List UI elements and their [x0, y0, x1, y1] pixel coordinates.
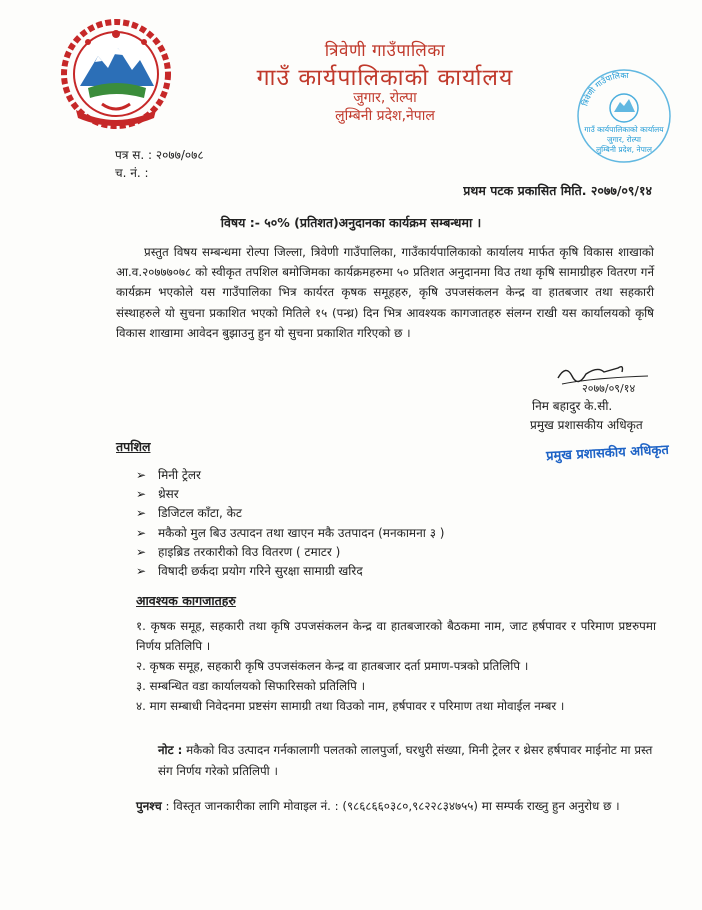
postscript-text: : विस्तृत जानकारीका लागि मोवाइल नं. : (९८६८६६०३८०,९८२२८३४७५५) मा सम्पर्क राख्नु हुन अनुरोध छ । [161, 799, 620, 813]
signature-scribble-icon [552, 358, 662, 396]
header-address: जुगार, रोल्पा [353, 90, 417, 106]
arrow-bullet-icon: ➢ [136, 468, 147, 482]
arrow-bullet-icon: ➢ [136, 563, 147, 578]
postscript-label: पुनश्च [136, 799, 162, 813]
signatory-title: प्रमुख प्रशासकीय अधिकृत [530, 418, 643, 432]
published-date: प्रथम पटक प्रकासित मिति. २०७७/०९/१४ [463, 183, 652, 198]
postscript-block [136, 796, 656, 817]
header-municipality: त्रिवेणी गाउँपालिका [324, 41, 446, 61]
documents-list [136, 616, 656, 716]
office-seal-icon [574, 66, 674, 166]
arrow-bullet-icon: ➢ [136, 506, 147, 521]
header-office: गाउँ कार्यपालिकाको कार्यालय [256, 65, 514, 91]
signature-date: २०७७/०९/१४ [582, 382, 636, 395]
note-label: नोट : [158, 743, 183, 757]
documents-heading: आवश्यक कागजातहरु [136, 593, 236, 608]
nepal-emblem-icon [58, 18, 174, 130]
note-block [158, 740, 656, 782]
list-item: ➢ थ्रेसर [136, 485, 444, 504]
list-item: ➢ हाइब्रिड तरकारीको विउ वितरण ( टमाटर ) [136, 543, 444, 562]
list-item: ➢ मकैको मुल बिउ उत्पादन तथा खाएन मकै उतपादन (मनकामना ३ ) [136, 524, 444, 543]
dispatch-number: च. नं. : [115, 166, 149, 180]
letter-number: पत्र स. : २०७७/०७८ [115, 148, 204, 162]
list-item: ➢ डिजिटल काँटा, केट [136, 504, 444, 523]
list-item: ➢ मिनी ट्रेलर [136, 466, 444, 485]
seal-text-1: त्रिवेणी गाउँपालिका [580, 70, 629, 108]
list-item: १. कृषक समूह, सहकारी तथा कृषि उपजसंकलन केन्द्र वा हातबजारको बैठकमा नाम, जाट हर्षपावर र परिमाण प्रष्टरुपमा निर्णय प्रतिलिपि । [136, 619, 656, 653]
list-item: ४. माग सम्बाधी निवेदनमा प्रष्टसंग सामाग्री तथा विउको नाम, हर्षपावर र परिमाण तथा मोवाईल नम्बर । [136, 699, 565, 713]
seal-text-3: जुगार, रोल्पा [607, 135, 641, 144]
seal-text-4: लुम्बिनी प्रदेश, नेपाल [596, 145, 652, 154]
signatory-name: निम बहादुर के.सी. [532, 399, 613, 413]
arrow-bullet-icon: ➢ [136, 525, 147, 540]
arrow-bullet-icon: ➢ [136, 487, 147, 502]
subject-line: विषय :- ५०% (प्रतिशत)अनुदानका कार्यक्रम सम्बन्धमा । [220, 215, 482, 230]
list-item: ➢ विषादी छर्कदा प्रयोग गरिने सुरक्षा सामाग्री खरिद [136, 562, 444, 581]
designation-stamp: प्रमुख प्रशासकीय अधिकृत [545, 442, 670, 465]
header-province: लुम्बिनी प्रदेश,नेपाल [335, 108, 435, 124]
list-item: ३. सम्बन्धित वडा कार्यालयको सिफारिसको प्रतिलिपि । [136, 679, 366, 693]
tapsil-heading: तपशिल [116, 439, 151, 454]
seal-text-2: गाउँ कार्यपालिकाको कार्यालय [584, 125, 664, 134]
tapsil-list [136, 466, 444, 581]
body-paragraph: प्रस्तुत विषय सम्बन्धमा रोल्पा जिल्ला, त्रिवेणी गाउँपालिका, गाउँकार्यपालिकाको कार्यालय मार्फत कृषि विकास शाखाको आ.व.२०७७७०७८ को स्वीकृत तपशिल बमोजिमका कार्यक्रमहरुमा ५० प्रतिशत अनुदानमा विउ तथा कृषि सामाग्रीहरु वितरण गर्ने कार्यक्रम भएकोले यस गाउँपालिका भित्र कार्यरत कृषक समूहहरु, कृषि उपजसंकलन केन्द्र वा हातबजार तथा सहकारी संस्थाहरुले यो सुचना प्रकाशित भएको मितिले १५ (पन्ध्र) दिन भित्र आवश्यक कागजातहरु संलग्न राखी यस कार्यालयको कृषि विकास शाखामा आवेदन बुझाउनु हुन यो सुचना प्रकाशित गरिएको छ । [116, 245, 654, 340]
arrow-bullet-icon: ➢ [136, 544, 147, 559]
note-text: मकैको विउ उत्पादन गर्नकालागी पलतको लालपुर्जा, घरधुरी संख्या, मिनी ट्रेलर र थ्रेसर हर्षपावर माईनोट मा प्रस्त संग निर्णय गरेको प्रतिलिपी । [158, 743, 653, 778]
list-item: २. कृषक समूह, सहकारी कृषि उपजसंकलन केन्द्र वा हातबजार दर्ता प्रमाण-पत्रको प्रतिलिपि । [136, 659, 529, 673]
